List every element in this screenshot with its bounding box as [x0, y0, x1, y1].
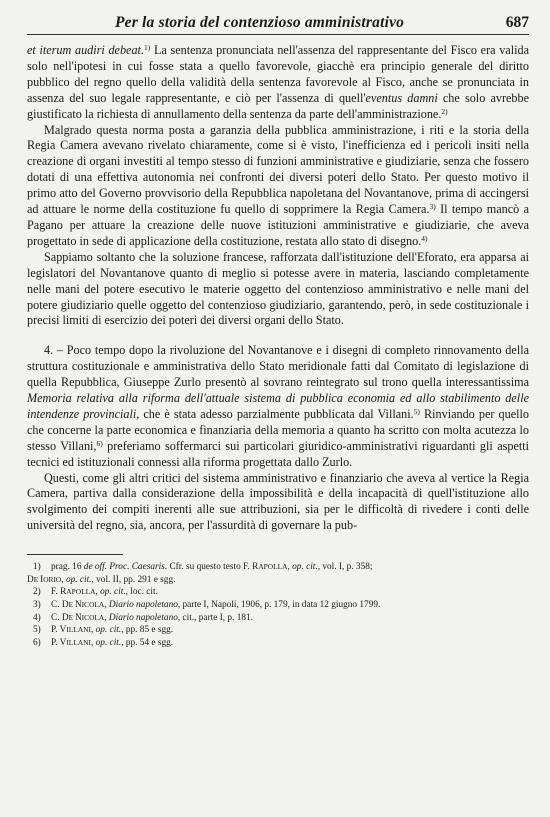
footnote-5 — [27, 624, 529, 637]
footnote-smallcaps: ICOLA — [81, 612, 105, 622]
footnote-divider — [27, 554, 123, 555]
memoria-title: Memoria relativa alla riforma dell'attuale sistema di pubblica economia ed allo stabilimento delle intendenze provinciali — [27, 391, 529, 421]
paragraph-2 — [27, 123, 529, 250]
footnote-text: D — [27, 574, 34, 585]
footnote-4 — [27, 612, 529, 625]
running-title: Per la storia del contenzioso amministrativo — [115, 14, 405, 31]
footnote-text: P. V — [51, 625, 67, 636]
footnote-number: 3) — [33, 599, 41, 610]
footnote-smallcaps: ILLANI — [66, 625, 91, 635]
footnote-number: 4) — [33, 612, 41, 623]
footnote-text: , vol. II, pp. 291 e sgg. — [91, 574, 176, 585]
footnote-smallcaps: APOLLA — [66, 587, 96, 597]
footnote-italic: de off. Proc. Caesaris — [83, 562, 165, 573]
footnote-6 — [27, 637, 529, 650]
note-ref-2: 2) — [441, 106, 448, 116]
paragraph-1 — [27, 43, 529, 123]
footnote-smallcaps: E — [33, 574, 41, 584]
footnote-text: , cit., parte I, p. 181. — [177, 612, 254, 623]
footnote-2 — [27, 586, 529, 599]
footnotes — [27, 561, 529, 649]
paragraph-4-cont: , che è stata adesso parzialmente pubblicata dal Villani. — [136, 406, 414, 421]
footnote-text: , — [90, 625, 96, 636]
footnote-1 — [27, 561, 529, 574]
footnote-number: 6) — [33, 637, 41, 648]
paragraph-4-text: 4. – Poco tempo dopo la rivoluzione del Novantanove e i disegni di completo rinnovamento della struttura costituzionale e amministrativa dello Stato meridionale fatti dal Comitato di legislazione di quella Repubblica, Giuseppe Zurlo presentò al sovrano reintegrato sul trono quella interessantissima — [27, 343, 529, 390]
footnote-text: , — [90, 637, 96, 648]
footnote-text: . Cfr. su questo testo F. R — [164, 562, 259, 573]
latin-quote: et iterum audiri debeat. — [27, 43, 144, 57]
footnote-text: C. D — [51, 599, 69, 610]
footnote-3 — [27, 599, 529, 612]
footnote-text: , — [287, 562, 293, 573]
paragraph-3: Sappiamo soltanto che la soluzione francese, rafforzata dall'istituzione dell'Eforato, era apparsa ai legislatori del Novantanove quanto di meglio si potesse avere in materia, lasciando completamente nelle mani del potere esecutivo le materie oggetto del contenzioso amministrativo e nelle mani del potere giudiziario quelle oggetto del contenzioso giudiziario, garantendo, però, in sede costituzionale i precisi limiti di esercizio dei poteri dei diversi organi dello Stato. — [27, 249, 529, 328]
footnote-smallcaps: E — [68, 612, 75, 622]
footnote-text: N — [74, 599, 82, 610]
note-ref-4: 4) — [421, 233, 428, 243]
footnote-text: N — [74, 612, 82, 623]
note-ref-1: 1) — [144, 43, 151, 52]
footnote-smallcaps: ILLANI — [66, 637, 91, 647]
footnote-italic: op. cit. — [95, 637, 122, 648]
note-ref-5: 5) — [413, 406, 420, 416]
footnote-italic: op. cit. — [95, 625, 122, 636]
paragraph-5: Questi, come gli altri critici del sistema amministrativo e finanziario che aveva al vertice la Regia Camera, partiva dalla considerazione della impossibilità e della incapacità di quell'istituzione allo svolgimento dei compiti inerenti alle sue attribuzioni, sia per le difficoltà di rivedere i conti delle università del regno, sia, ancora, per l'assurdità di governare la pub- — [27, 470, 529, 533]
footnote-italic: op. cit. — [100, 587, 126, 598]
footnote-smallcaps: ICOLA — [81, 599, 105, 609]
footnote-text: P. V — [51, 637, 67, 648]
paragraph-4 — [27, 343, 529, 470]
footnote-1-continuation — [27, 574, 529, 587]
footnote-italic: Diario napoletano — [108, 612, 178, 623]
footnote-italic: op. cit. — [292, 562, 318, 573]
paragraph-1-italic: eventus damni — [365, 90, 438, 105]
footnote-text: I — [40, 574, 44, 585]
paragraph-4-end: preferiamo soffermarci sui particolari giuridico-amministrativi riguardanti gli aspetti tecnici ed istituzionali connessi alla riforma progettata dallo Zurlo. — [27, 438, 530, 469]
paragraph-2-text: Malgrado questa norma posta a garanzia della pubblica amministrazione, i riti e la storia della Regia Camera avevano rivelato chiaramente, come si è visto, l'inefficienza ed i pericoli insiti nella creazione di organi investiti al tempo stesso di funzioni amministrative e giudiziarie, senza che fossero dotati di una effettiva autonomia nei confronti dei diversi poteri dello Stato. Per questo motivo il primo atto del Governo provvisorio della Repubblica napoletana del Novantanove, prima di accingersi ad attuare le norme della costituzione fu quello di sopprimere la Regia Camera. — [27, 122, 529, 217]
footnote-text: prag. 16 — [51, 562, 84, 573]
paragraph-1-end: che solo avrebbe giustificato la richiesta di annullamento della sentenza da parte dell'amministrazione. — [27, 90, 530, 121]
footnote-text: F. R — [51, 587, 67, 598]
footnote-text: , parte I, Napoli, 1906, p. 179, in data 12 giugno 1799. — [177, 599, 381, 610]
footnote-smallcaps: APOLLA — [258, 562, 288, 572]
book-page — [27, 14, 529, 649]
note-ref-3: 3) — [429, 202, 436, 212]
footnote-number: 5) — [33, 625, 41, 636]
paragraph-2-end: Il tempo mancò a Pagano per attuare la creazione delle nuove istituzioni amministrative e giudiziarie, che aveva progettato in sede di applicazione della costituzione, restata allo stato di disegno. — [27, 202, 529, 248]
footnote-text: , — [104, 612, 109, 623]
page-number: 687 — [505, 14, 529, 31]
footnote-smallcaps: E — [68, 599, 75, 609]
page-header — [27, 14, 529, 35]
footnote-italic: op. cit. — [65, 574, 92, 585]
footnote-number: 2) — [33, 587, 41, 598]
body-text — [27, 43, 529, 534]
footnote-smallcaps: ORIO — [43, 574, 62, 584]
footnote-text: , pp. 85 e sgg. — [121, 625, 174, 636]
footnote-text: C. D — [51, 612, 69, 623]
footnote-text: , — [104, 599, 109, 610]
footnote-text: , vol. I, p. 358; — [317, 562, 373, 573]
footnote-italic: Diario napoletano — [108, 599, 178, 610]
footnote-number: 1) — [33, 562, 41, 573]
paragraph-4-cont-2: Rinviando per quello che concerne la parte economica e finanziaria della memoria a quanto ha scritto con molta acutezza lo stesso Villani, — [27, 406, 529, 453]
footnote-text: , pp. 54 e sgg. — [121, 637, 174, 648]
footnote-text: , — [61, 574, 66, 585]
note-ref-6: 6) — [96, 438, 103, 448]
footnote-text: , — [95, 587, 101, 598]
footnote-text: , loc. cit. — [125, 587, 158, 598]
paragraph-1-text: La sentenza pronunciata nell'assenza del rappresentante del Fisco era valida solo nell'ipotesi in cui fosse stata a quello favorevole, giacchè era principio generale del diritto pubblico del regno quello della validità della sentenza favorevole al Fisco, anche se pronunciata in assenza del suo legale rappresentante, e ciò per l'assenza di quell' — [27, 43, 529, 105]
